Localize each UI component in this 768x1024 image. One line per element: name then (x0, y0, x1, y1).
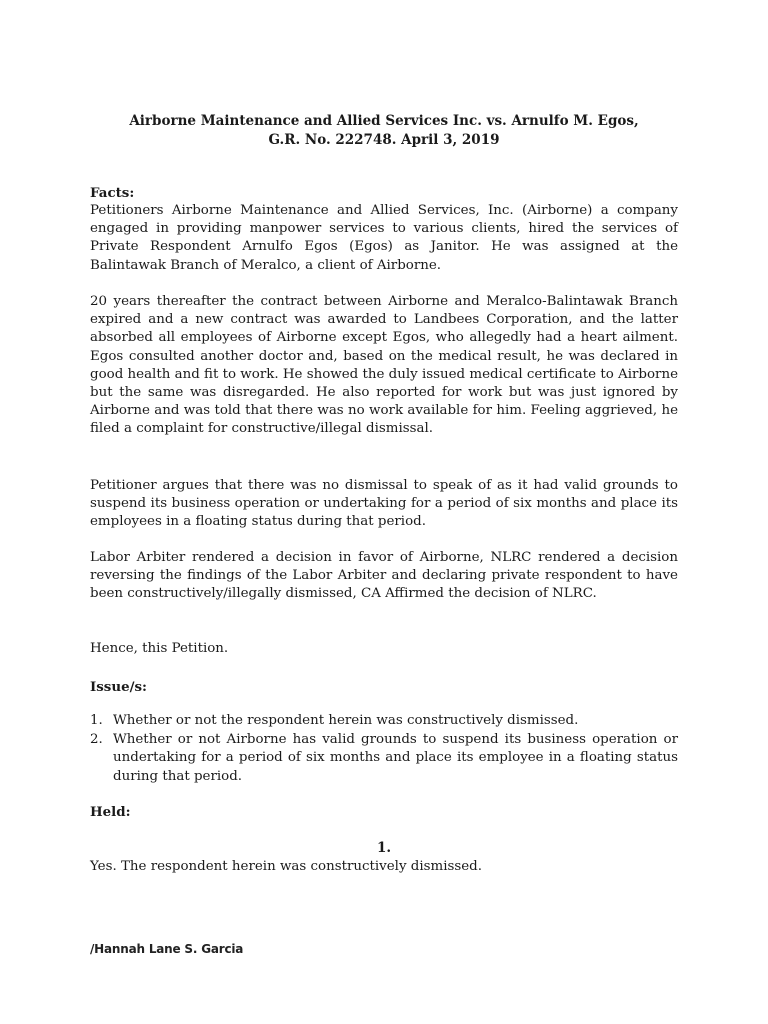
case-title: Airborne Maintenance and Allied Services Inc. vs. Arnulfo M. Egos, (129, 113, 639, 129)
issues-heading: Issue/s: (90, 679, 147, 695)
facts-paragraph-3: Petitioner argues that there was no dismissal to speak of as it had valid grounds to suspend its business operation or undertaking for a period of six months and place its employees in a floating status during that period. (90, 478, 678, 530)
facts-paragraph-2: 20 years thereafter the contract between Airborne and Meralco-Balintawak Branch expired and a new contract was awarded to Landbees Corporation, and the latter absorbed all employees of Airborne except Egos, who allegedly had a heart ailment. Egos consulted another doctor and, based on the medical result, he was declared in good health and fit to work. He showed the duly issued medical certificate to Airborne but the same was disregarded. He also reported for work but was just ignored by Airborne and was told that there was no work available for him. Feeling aggrieved, he filed a complaint for constructive/illegal dismissal. (90, 294, 678, 437)
issues-list (90, 712, 678, 786)
facts-heading: Facts: (90, 185, 135, 201)
facts-paragraph-1: Petitioners Airborne Maintenance and Allied Services, Inc. (Airborne) a company engaged in providing manpower services to various clients, hired the services of Private Respondent Arnulfo Egos (Egos) as Janitor. He was assigned at the Balintawak Branch of Meralco, a client of Airborne. (90, 203, 678, 273)
facts-paragraph-4: Labor Arbiter rendered a decision in favor of Airborne, NLRC rendered a decision reversing the findings of the Labor Arbiter and declaring private respondent to have been constructively/illegally dismissed, CA Affirmed the decision of NLRC. (90, 550, 678, 602)
case-citation: G.R. No. 222748. April 3, 2019 (268, 132, 500, 148)
issue-text: Whether or not the respondent herein was constructively dismissed. (113, 713, 579, 728)
held-text: Yes. The respondent herein was constructively dismissed. (90, 859, 482, 874)
list-item (90, 731, 678, 787)
held-number: 1. (376, 840, 392, 856)
document-page (90, 0, 678, 1024)
issue-number: 1. (90, 713, 103, 728)
issue-number: 2. (90, 731, 103, 747)
author-signature: /Hannah Lane S. Garcia (90, 942, 244, 956)
list-item (90, 712, 678, 731)
held-heading: Held: (90, 804, 131, 820)
issue-text: Whether or not Airborne has valid grounds to suspend its business operation or undertaking for a period of six months and place its employee in a floating status during that period. (113, 731, 678, 784)
facts-paragraph-5: Hence, this Petition. (90, 641, 229, 656)
